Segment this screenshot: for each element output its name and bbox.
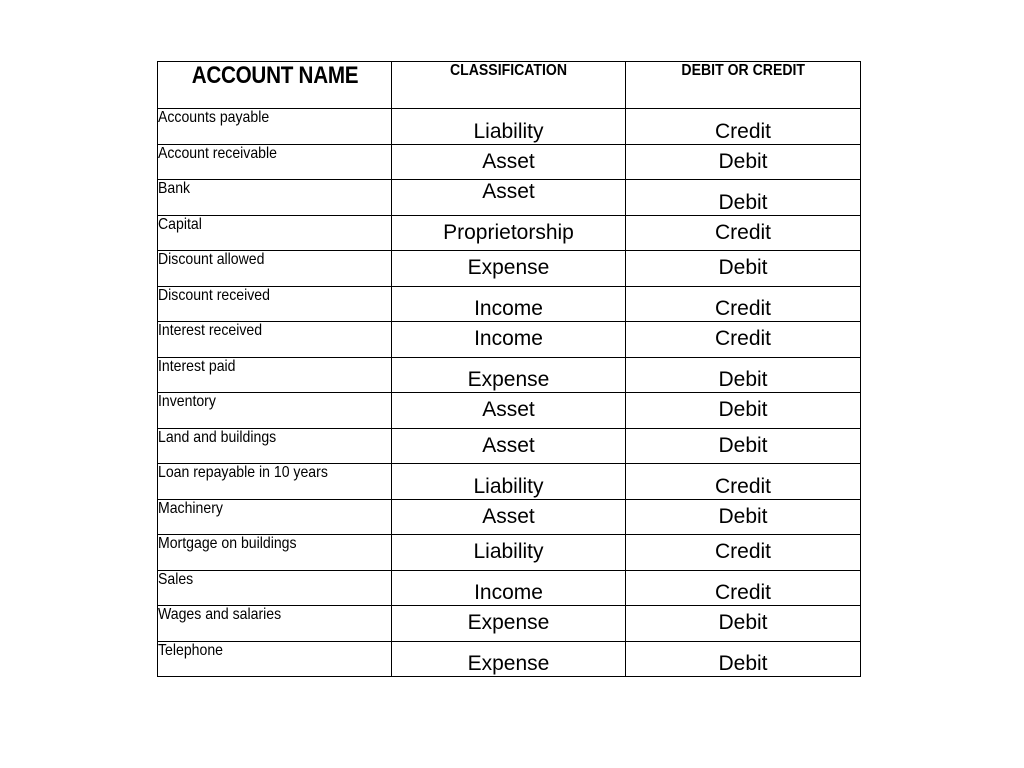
classification-cell: Asset [392, 180, 626, 216]
classification-cell: Asset [392, 144, 626, 180]
table-row [158, 286, 861, 322]
account-name-cell [158, 393, 392, 429]
table-row [158, 428, 861, 464]
table-row [158, 641, 861, 677]
account-name: Inventory [158, 393, 216, 410]
accounts-classification-table [157, 61, 861, 677]
debit-or-credit-cell: Debit [626, 357, 861, 393]
account-name: Interest paid [158, 357, 236, 375]
classification-cell: Income [392, 570, 626, 606]
account-name: Telephone [158, 641, 223, 659]
account-name-cell [158, 322, 392, 358]
table-row [158, 322, 861, 358]
table-row [158, 606, 861, 642]
table-row [158, 180, 861, 216]
debit-or-credit-cell: Debit [626, 606, 861, 642]
classification-cell: Asset [392, 428, 626, 464]
classification-cell: Expense [392, 606, 626, 642]
header-classification-label: CLASSIFICATION [449, 62, 568, 79]
account-name: Bank [158, 180, 191, 197]
account-name-cell [158, 641, 392, 677]
account-name-cell [158, 428, 392, 464]
debit-or-credit-cell: Credit [626, 570, 861, 606]
classification-cell: Liability [392, 109, 626, 145]
debit-or-credit-cell: Debit [626, 393, 861, 429]
debit-or-credit-cell: Credit [626, 286, 861, 322]
header-classification [392, 62, 626, 109]
table-row [158, 499, 861, 535]
header-debit-or-credit-label: DEBIT OR CREDIT [681, 62, 805, 79]
classification-cell: Expense [392, 251, 626, 287]
debit-or-credit-cell: Debit [626, 499, 861, 535]
table-row [158, 109, 861, 145]
table-body [158, 109, 861, 677]
debit-or-credit-cell: Credit [626, 464, 861, 500]
account-name-cell [158, 499, 392, 535]
header-row [158, 62, 861, 109]
classification-cell: Asset [392, 499, 626, 535]
header-account-name: ACCOUNT NAME [174, 62, 375, 109]
account-name-cell [158, 535, 392, 571]
account-name-cell [158, 215, 392, 251]
debit-or-credit-cell: Debit [626, 251, 861, 287]
debit-or-credit-cell: Debit [626, 144, 861, 180]
table-row [158, 251, 861, 287]
header-debit-or-credit [626, 62, 861, 109]
table-row [158, 357, 861, 393]
account-name: Loan repayable in 10 years [158, 464, 328, 481]
table-row [158, 393, 861, 429]
account-name-cell [158, 109, 392, 145]
account-name: Account receivable [158, 144, 277, 162]
account-name: Capital [158, 215, 202, 233]
account-name-cell [158, 357, 392, 393]
classification-cell: Income [392, 286, 626, 322]
account-name: Accounts payable [158, 109, 270, 126]
account-name-cell [158, 286, 392, 322]
classification-cell: Asset [392, 393, 626, 429]
debit-or-credit-cell: Credit [626, 109, 861, 145]
account-name: Mortgage on buildings [158, 535, 297, 552]
debit-or-credit-cell: Debit [626, 641, 861, 677]
account-name: Interest received [158, 322, 263, 339]
account-name-cell [158, 606, 392, 642]
account-name-cell [158, 251, 392, 287]
table-row [158, 570, 861, 606]
account-name: Discount allowed [158, 251, 265, 268]
account-name-cell [158, 144, 392, 180]
table-row [158, 215, 861, 251]
classification-cell: Expense [392, 641, 626, 677]
classification-cell: Income [392, 322, 626, 358]
debit-or-credit-cell: Credit [626, 322, 861, 358]
debit-or-credit-cell: Debit [626, 180, 861, 216]
account-name: Wages and salaries [158, 606, 282, 623]
account-name-cell [158, 570, 392, 606]
account-name-cell [158, 464, 392, 500]
classification-cell: Expense [392, 357, 626, 393]
classification-cell: Liability [392, 535, 626, 571]
debit-or-credit-cell: Credit [626, 535, 861, 571]
account-name: Land and buildings [158, 428, 277, 446]
table-row [158, 464, 861, 500]
table-row [158, 535, 861, 571]
account-name-cell [158, 180, 392, 216]
table-row [158, 144, 861, 180]
account-name: Machinery [158, 499, 223, 517]
debit-or-credit-cell: Credit [626, 215, 861, 251]
classification-cell: Proprietorship [392, 215, 626, 251]
classification-cell: Liability [392, 464, 626, 500]
account-name: Discount received [158, 286, 270, 304]
account-name: Sales [158, 570, 194, 588]
debit-or-credit-cell: Debit [626, 428, 861, 464]
